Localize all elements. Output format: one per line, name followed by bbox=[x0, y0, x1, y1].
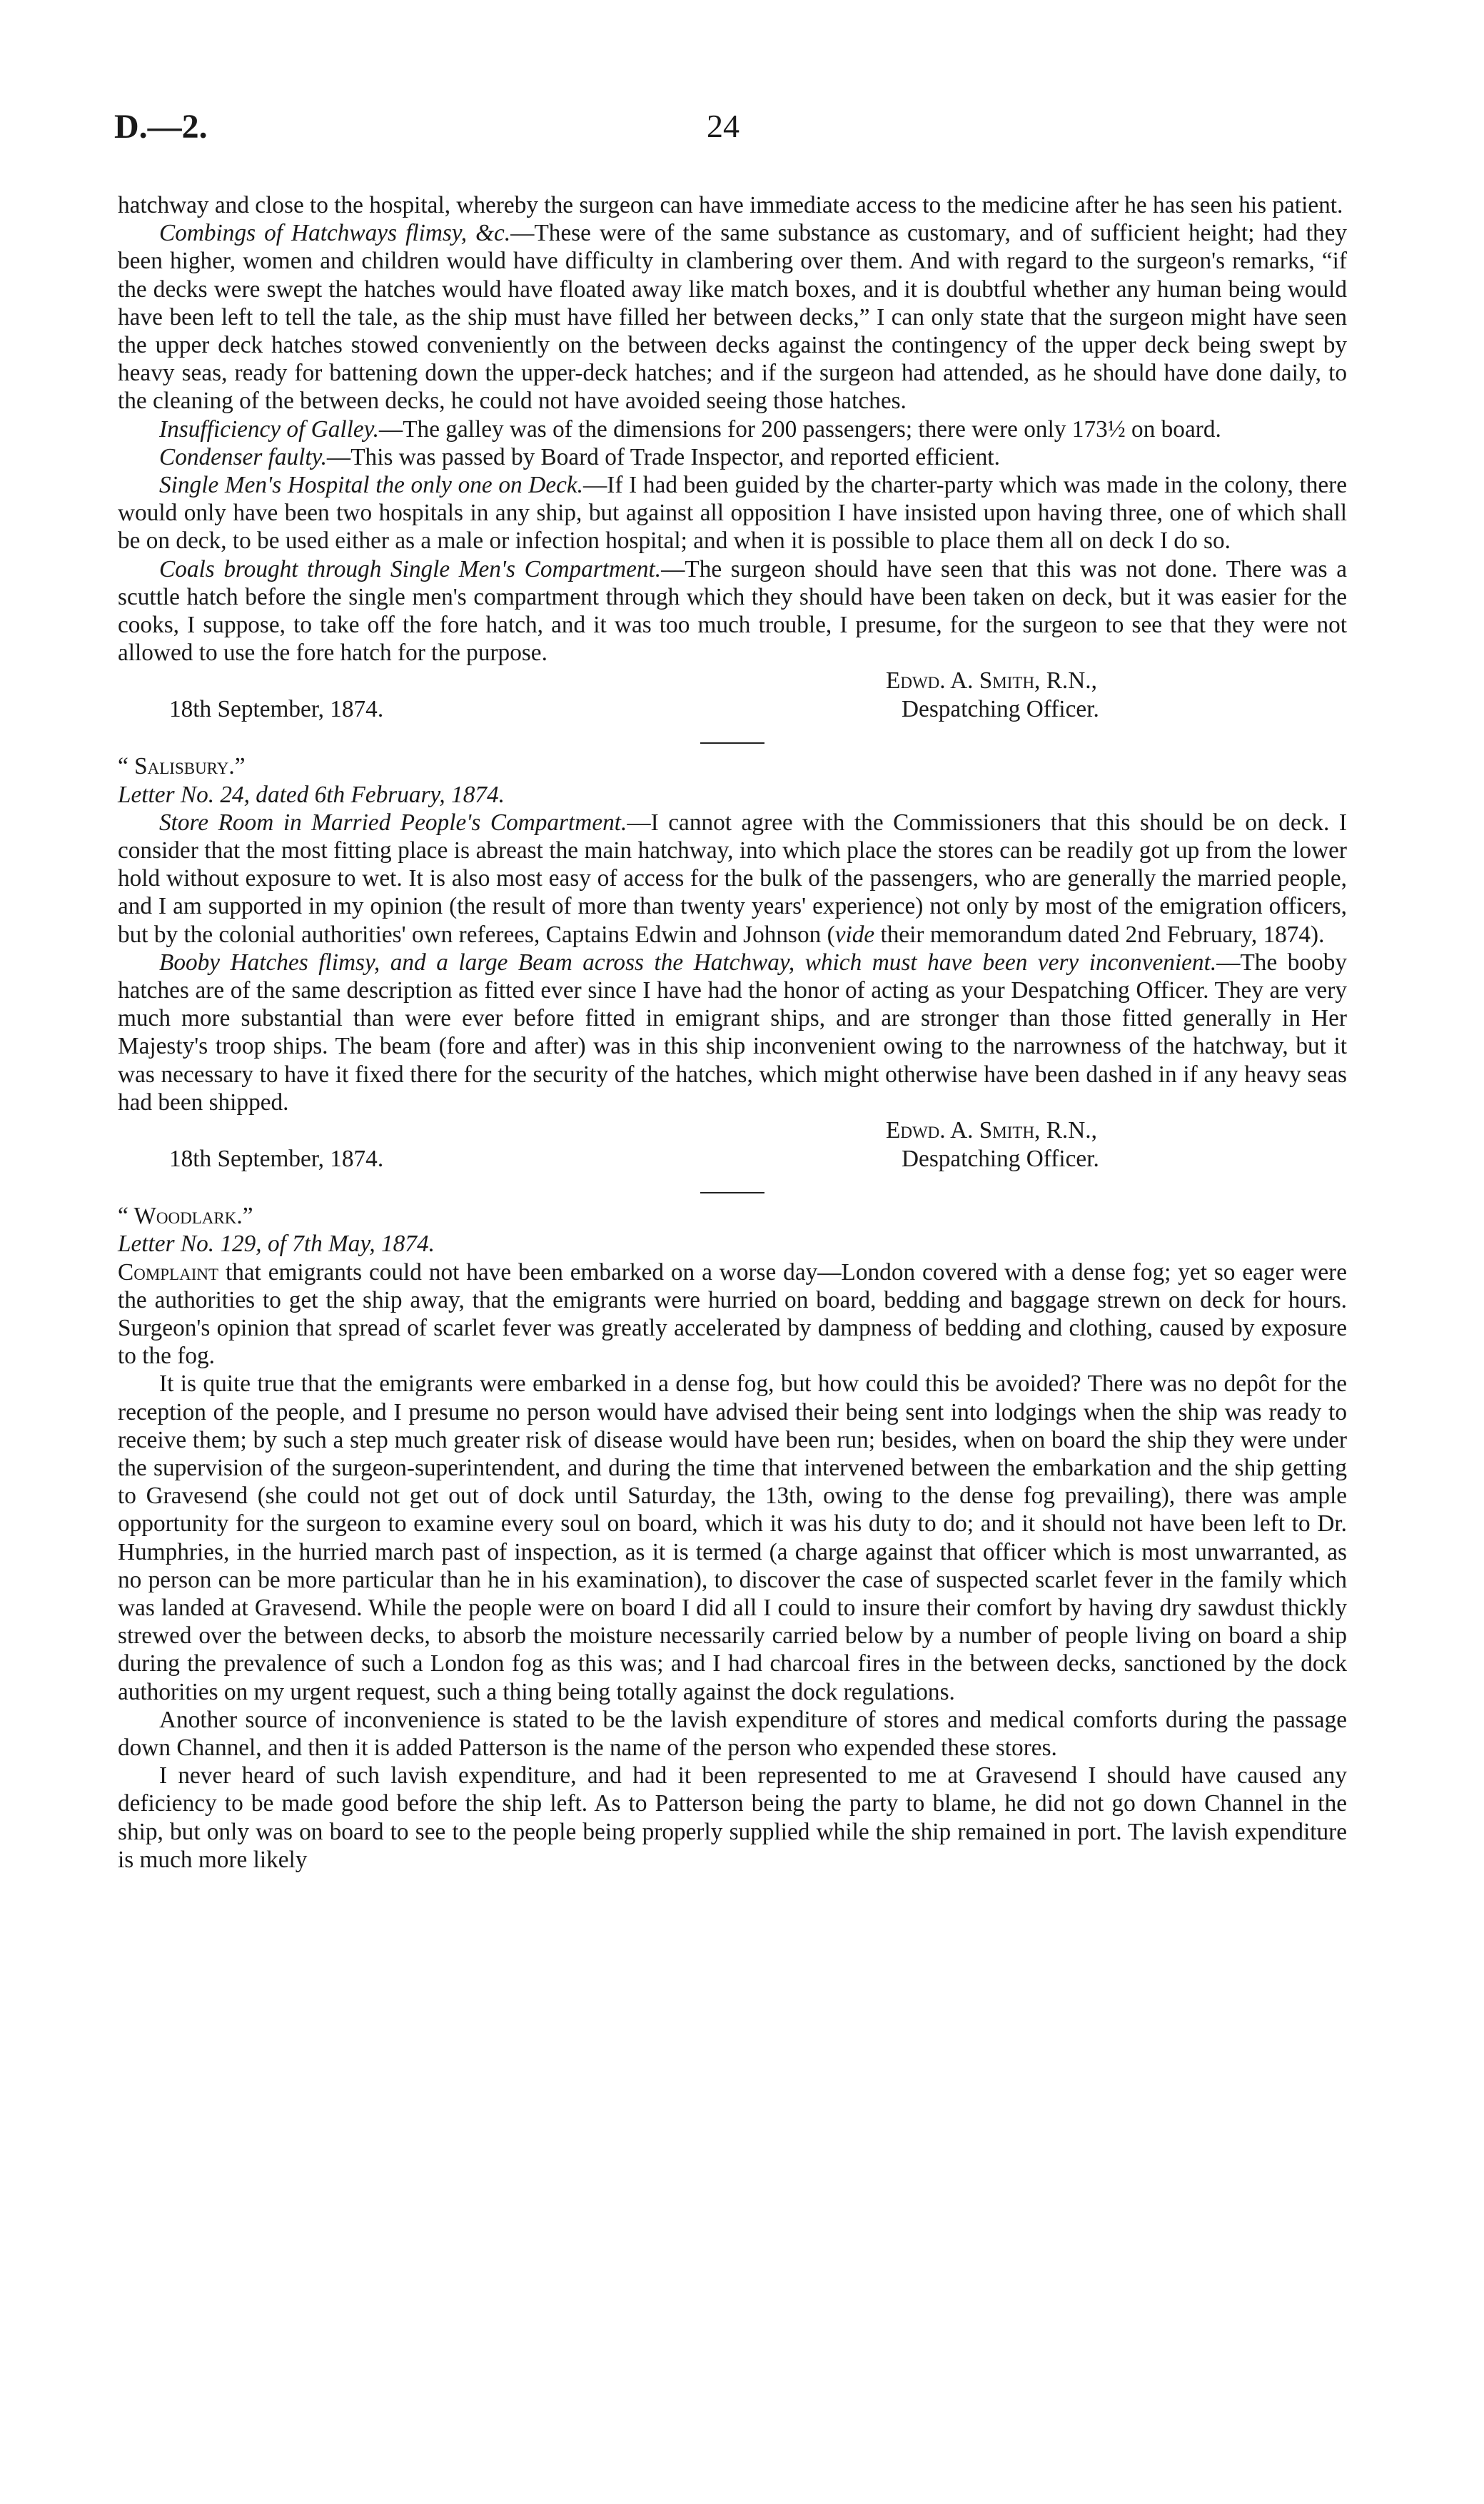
paragraph bbox=[118, 443, 1347, 471]
paragraph bbox=[118, 191, 1347, 219]
letter-heading: Letter No. 24, dated 6th February, 1874. bbox=[118, 781, 505, 808]
signature-title: Despatching Officer. bbox=[902, 696, 1099, 723]
paragraph-heading: Coals brought through Single Men's Compartment. bbox=[159, 555, 662, 582]
document-body bbox=[118, 191, 1347, 1874]
paragraph-text: —The surgeon should have seen that this was not done. There was a scuttle hatch before the single men's compartment through which they should have been taken on deck, but it was easier for the cooks, I suppose, to take off the fore hatch, and it was too much trouble, I presume, for the surgeon to see that they were not allowed to use the fore hatch for the purpose. bbox=[118, 555, 1347, 667]
paragraph bbox=[118, 949, 1347, 1116]
paragraph bbox=[118, 1706, 1347, 1762]
paragraph-text: that emigrants could not have been embarked on a worse day—London covered with a dense fog; yet so eager were the authorities to get the ship away, that the emigrants were hurried on board, bedding and baggage strewn on deck for hours. Surgeon's opinion that spread of scarlet fever was greatly accelerated by dampness of bedding and clothing, caused by exposure to the fog. bbox=[118, 1258, 1347, 1370]
signature-date: 18th September, 1874. bbox=[169, 696, 384, 723]
section-divider bbox=[700, 742, 764, 744]
letter-heading: Letter No. 129, of 7th May, 1874. bbox=[118, 1231, 435, 1258]
paragraph-text: —This was passed by Board of Trade Inspector, and reported efficient. bbox=[326, 443, 1000, 470]
signature-block bbox=[118, 1116, 1347, 1173]
signature-title: Despatching Officer. bbox=[902, 1146, 1099, 1173]
paragraph bbox=[118, 415, 1347, 443]
paragraph-text: hatchway and close to the hospital, whereby the surgeon can have immediate access to the medicine after he has seen his patient. bbox=[118, 192, 1343, 218]
paragraph-heading: Single Men's Hospital the only one on Deck. bbox=[159, 472, 583, 499]
paragraph-text: their memorandum dated 2nd February, 1874). bbox=[874, 921, 1325, 948]
paragraph-heading: Condenser faulty. bbox=[159, 443, 327, 470]
paragraph-text: It is quite true that the emigrants were embarked in a dense fog, but how could this be avoided? There was no depôt for the reception of the people, and I presume no person would have advised their being sent into lodgings when the ship was ready to receive them; by such a step much greater risk of disease would have been run; besides, when on board the ship they were under the supervision of the surgeon-superintendent, and during the time that intervened between the embarkation and the ship getting to Gravesend (she could not get out of dock until Saturday, the 13th, owing to the dense fog prevailing), there was ample opportunity for the surgeon to examine every soul on board, which it was his duty to do; and it should not have been left to Dr. Humphries, in the hurried march past of inspection, as it is termed (a charge against that officer which is most unwarranted, as no person can be more particular than he in his examination), to discover the case of suspected scarlet fever in the family which was landed at Gravesend. While the people were on board I did all I could to insure their comfort by having dry sawdust thickly strewed over the between decks, to absorb the moisture necessarily carried below by a number of people living on board a ship during the prevalence of such a London fog as this was; and I had charcoal fires in the between decks, sanctioned by the dock authorities on my urgent request, such a thing being totally against the dock regulations. bbox=[118, 1370, 1347, 1705]
paragraph-lead: Complaint bbox=[118, 1258, 219, 1286]
paragraph bbox=[118, 555, 1347, 667]
paragraph-text: —These were of the same substance as customary, and of sufficient height; had they been higher, women and children would have difficulty in clambering over them. And with regard to the surgeon's remarks, “if the decks were swept the hatches would have floated away like match boxes, and it is doubtful whether any human being would have been left to tell the tale, as the ship must have filled her between decks,” I can only state that the surgeon might have seen the upper deck hatches stowed conveniently on the between decks against the contingency of the upper deck being swept by heavy seas, ready for battening down the upper-deck hatches; and if the surgeon had attended, as he should have done daily, to the cleaning of the between decks, he could not have avoided seeing those hatches. bbox=[118, 220, 1347, 415]
signature-name: Edwd. A. Smith, R.N., bbox=[886, 1117, 1097, 1144]
paragraph-text: Another source of inconvenience is stated to be the lavish expenditure of stores and medical comforts during the passage down Channel, and then it is added Patterson is the name of the person who expended these stores. bbox=[118, 1706, 1347, 1761]
paragraph-heading: Store Room in Married People's Compartment. bbox=[159, 809, 627, 836]
section-reference: D.—2. bbox=[114, 108, 208, 146]
paragraph-heading: Booby Hatches flimsy, and a large Beam across the Hatchway, which must have been very inconvenient. bbox=[159, 949, 1217, 976]
paragraph bbox=[118, 471, 1347, 555]
paragraph bbox=[118, 1370, 1347, 1705]
paragraph bbox=[118, 809, 1347, 949]
ship-name: “ Woodlark.” bbox=[118, 1203, 253, 1230]
paragraph-text: —The booby hatches are of the same description as fitted ever since I have had the honor of acting as your Despatching Officer. They are very much more substantial than were ever before fitted in emigrant ships, and are stronger than those fitted generally in Her Majesty's troop ships. The beam (fore and after) was in this ship inconvenient owing to the narrowness of the hatchway, but it was necessary to have it fixed there for the security of the hatches, which might otherwise have been dashed in if any heavy seas had been shipped. bbox=[118, 949, 1347, 1116]
paragraph-heading: Insufficiency of Galley. bbox=[159, 415, 379, 443]
latin-term: vide bbox=[834, 921, 875, 948]
section-divider bbox=[700, 1192, 764, 1193]
paragraph bbox=[118, 219, 1347, 415]
paragraph bbox=[118, 1762, 1347, 1874]
paragraph-heading: Combings of Hatchways flimsy, &c. bbox=[159, 220, 511, 247]
signature-name: Edwd. A. Smith, R.N., bbox=[886, 667, 1097, 695]
paragraph bbox=[118, 1258, 1347, 1370]
ship-name: “ Salisbury.” bbox=[118, 753, 246, 780]
paragraph-text: I never heard of such lavish expenditure, and had it been represented to me at Gravesend I should have caused any deficiency to be made good before the ship left. As to Patterson being the party to blame, he did not go down Channel in the ship, but only was on board to see to the people being properly supplied while the ship remained in port. The lavish expenditure is much more likely bbox=[118, 1762, 1347, 1873]
paragraph-text: —If I had been guided by the charter-party which was made in the colony, there would only have been two hospitals in any ship, but against all opposition I have insisted upon having three, one of which shall be on deck, to be used either as a male or infection hospital; and when it is possible to place them all on deck I do so. bbox=[118, 472, 1347, 555]
paragraph-text: —I cannot agree with the Commissioners that this should be on deck. I consider that the most fitting place is abreast the main hatchway, into which place the stores can be readily got up from the lower hold without exposure to wet. It is also most easy of access for the bulk of the passengers, who are generally the married people, and I am supported in my opinion (the result of more than twenty years' experience) not only by most of the emigration officers, but by the colonial authorities' own referees, Captains Edwin and Johnson ( bbox=[118, 809, 1347, 948]
signature-date: 18th September, 1874. bbox=[169, 1146, 384, 1173]
paragraph-text: —The galley was of the dimensions for 200 passengers; there were only 173½ on board. bbox=[378, 415, 1221, 443]
signature-block bbox=[118, 667, 1347, 724]
page-number: 24 bbox=[707, 108, 740, 144]
